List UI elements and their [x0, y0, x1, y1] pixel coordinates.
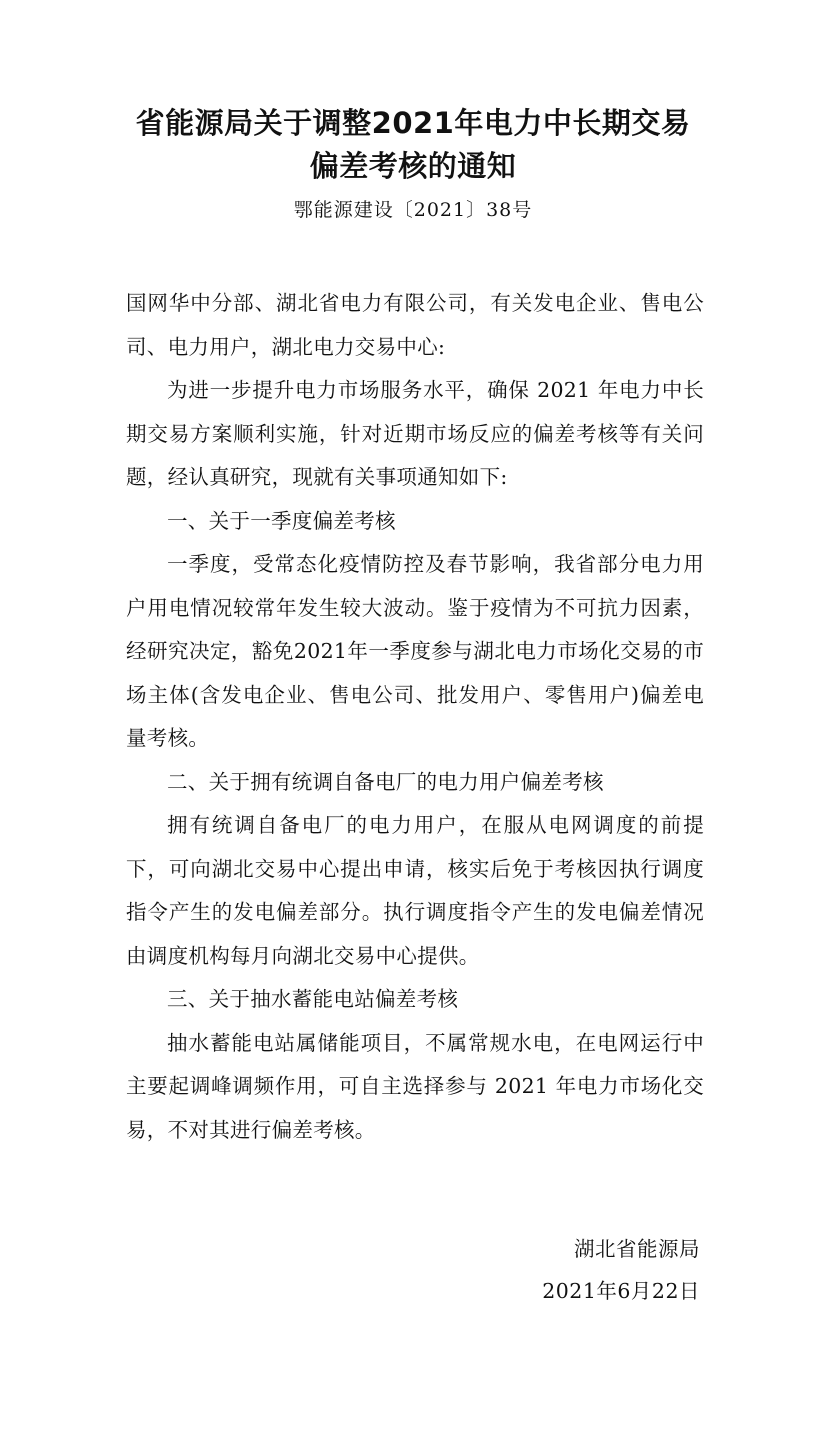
- document-title-line-1: 省能源局关于调整2021年电力中长期交易: [135, 106, 691, 140]
- document-title-line-2: 偏差考核的通知: [309, 149, 517, 183]
- section-2-paragraph: 拥有统调自备电厂的电力用户，在服从电网调度的前提下，可向湖北交易中心提出申请，核实后免于考核因执行调度指令产生的发电偏差部分。执行调度指令产生的发电偏差情况由调度机构每月向湖北交易中心提供。: [126, 813, 704, 968]
- section-3-paragraph: 抽水蓄能电站属储能项目，不属常规水电，在电网运行中主要起调峰调频作用，可自主选择参与 2021 年电力市场化交易，不对其进行偏差考核。: [126, 1030, 704, 1142]
- addressee-paragraph: 国网华中分部、湖北省电力有限公司，有关发电企业、售电公司、电力用户，湖北电力交易中心:: [126, 291, 704, 359]
- document-body: [126, 282, 704, 1152]
- section-1-heading: 一、关于一季度偏差考核: [167, 508, 396, 533]
- signature-organization: 湖北省能源局: [574, 1237, 700, 1261]
- document-number: 鄂能源建设〔2021〕38号: [293, 199, 533, 221]
- section-3-heading: 三、关于抽水蓄能电站偏差考核: [167, 987, 459, 1011]
- signature-date: 2021年6月22日: [542, 1279, 700, 1303]
- intro-paragraph: 为进一步提升电力市场服务水平，确保 2021 年电力中长期交易方案顺利实施，针对近期市场反应的偏差考核等有关问题，经认真研究，现就有关事项通知如下:: [126, 378, 704, 489]
- section-1-paragraph: 一季度，受常态化疫情防控及春节影响，我省部分电力用户用电情况较常年发生较大波动。鉴于疫情为不可抗力因素，经研究决定，豁免2021年一季度参与湖北电力市场化交易的市场主体(含发电企业、售电公司、批发用户、零售用户)偏差电量考核。: [126, 552, 704, 750]
- section-2-heading: 二、关于拥有统调自备电厂的电力用户偏差考核: [167, 769, 604, 794]
